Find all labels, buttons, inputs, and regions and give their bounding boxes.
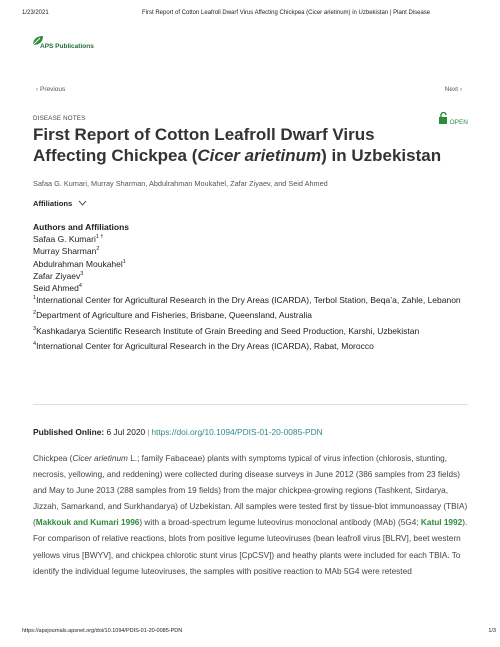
open-label: OPEN xyxy=(449,119,468,126)
institution-entry xyxy=(33,309,463,321)
author-sup: 1 † xyxy=(95,234,104,241)
author-sup: 3 xyxy=(80,270,84,277)
title-part-2: Affecting Chickpea ( xyxy=(33,146,198,165)
abstract-p4: ). For comparison of relative reactions, blots from positive legume luteoviruses (bean leafroll virus [BLRV], beet western yellows virus [BWYV], and chickpea chlorotic stunt virus [CpCSV]) and heathy plants were included for each TBIA. To identify the individual legume luteoviruses, the samples with positive reaction to MAb 5G4 were retested xyxy=(33,518,468,576)
title-line-1: First Report of Cotton Leafroll Dwarf Virus xyxy=(33,125,375,144)
author-entry xyxy=(33,245,463,257)
print-date: 1/23/2021 xyxy=(22,10,49,16)
institution-entry xyxy=(33,325,463,337)
article-title xyxy=(33,124,453,166)
chevron-right-icon: › xyxy=(459,86,462,93)
institution-text: Department of Agriculture and Fisheries, Brisbane, Queensland, Australia xyxy=(36,310,312,321)
institution-text: International Center for Agricultural Research in the Dry Areas (ICARDA), Rabat, Morocco xyxy=(36,340,374,351)
title-species: Cicer arietinum xyxy=(197,146,322,165)
section-label: DISEASE NOTES xyxy=(33,115,86,122)
affiliations-toggle[interactable] xyxy=(33,199,87,208)
author-entry xyxy=(33,233,463,245)
affiliations-label: Affiliations xyxy=(33,199,73,208)
reference-link[interactable]: Katul 1992 xyxy=(420,518,463,528)
author-sup: 1 xyxy=(122,258,126,265)
print-page-title: First Report of Cotton Leafroll Dwarf Virus Affecting Chickpea (Cicer arietinum) in Uzbekistan | Plant Disease xyxy=(142,10,431,16)
affiliations-panel xyxy=(33,221,463,355)
author-sup: 2 xyxy=(96,246,100,253)
published-label: Published Online: xyxy=(33,427,105,437)
published-date: 6 Jul 2020 xyxy=(106,427,146,437)
author-entry xyxy=(33,282,463,294)
chevron-left-icon: ‹ xyxy=(36,86,39,93)
title-part-3: ) in Uzbekistan xyxy=(321,146,442,165)
author-entry xyxy=(33,258,463,270)
aps-leaf-icon xyxy=(31,34,45,48)
author-sup: 4 xyxy=(78,283,82,290)
institution-text: International Center for Agricultural Research in the Dry Areas (ICARDA), Terbol Station, Beqa’a, Zahle, Lebanon xyxy=(36,295,461,306)
authors-heading: Authors and Affiliations xyxy=(33,222,130,232)
publisher-name: APS Publications xyxy=(40,43,94,50)
author-name: Seid Ahmed xyxy=(33,283,79,294)
published-info xyxy=(33,427,323,437)
institution-text: Kashkadarya Scientific Research Institute of Grain Breeding and Seed Production, Karshi, Uzbekistan xyxy=(36,325,420,336)
author-name: Murray Sharman xyxy=(33,246,97,257)
abstract-p3: ) with a broad-spectrum legume luteovirus monoclonal antibody (MAb) (5G4; xyxy=(139,518,421,528)
previous-link[interactable] xyxy=(36,86,65,93)
institution-sup: 1 xyxy=(33,295,37,302)
institution-entry xyxy=(33,340,463,352)
abstract-p2: L.; family Fabaceae) plants with symptoms typical of virus infection (chlorosis, stunting, necrosis, yellowing, and reddening) were collected during disease surveys in June 2012 (386 samples from 23 fields) and May to June 2013 (288 samples from 19 fields) from the major chickpea-growing regions (Tashkent, Sirdarya, Jizzah, Samarkand, and Surkhandarya) of Uzbekistan. All samples were tested first by tissue-blot immunoassay (TBIA) ( xyxy=(33,454,468,528)
institution-sup: 2 xyxy=(33,310,37,317)
author-name: Zafar Ziyaev xyxy=(33,270,81,281)
separator: | xyxy=(147,427,150,437)
page-number: 1/3 xyxy=(488,628,496,634)
chevron-down-icon xyxy=(78,199,87,208)
aps-logo[interactable] xyxy=(31,34,94,50)
author-name: Safaa G. Kumari xyxy=(33,234,96,245)
author-name: Abdulrahman Moukahel xyxy=(33,258,123,269)
previous-label: Previous xyxy=(39,86,66,93)
abstract-p1: Chickpea ( xyxy=(33,454,73,463)
authors-line: Safaa G. Kumari, Murray Sharman, Abdulrahman Moukahel, Zafar Ziyaev, and Seid Ahmed xyxy=(33,179,328,188)
abstract-species: Cicer arietinum xyxy=(72,454,128,463)
doi-link[interactable]: https://doi.org/10.1094/PDIS-01-20-0085-PDN xyxy=(151,427,323,437)
next-link[interactable] xyxy=(445,86,462,93)
divider xyxy=(33,404,468,405)
next-label: Next xyxy=(444,86,459,93)
institution-sup: 4 xyxy=(33,340,37,347)
author-entry xyxy=(33,270,463,282)
institution-sup: 3 xyxy=(33,325,37,332)
print-url: https://apsjournals.apsnet.org/doi/10.1094/PDIS-01-20-0085-PDN xyxy=(22,628,183,634)
abstract-text xyxy=(33,451,468,580)
institution-entry xyxy=(33,294,463,306)
reference-link[interactable]: Makkouk and Kumari 1996 xyxy=(35,518,140,528)
